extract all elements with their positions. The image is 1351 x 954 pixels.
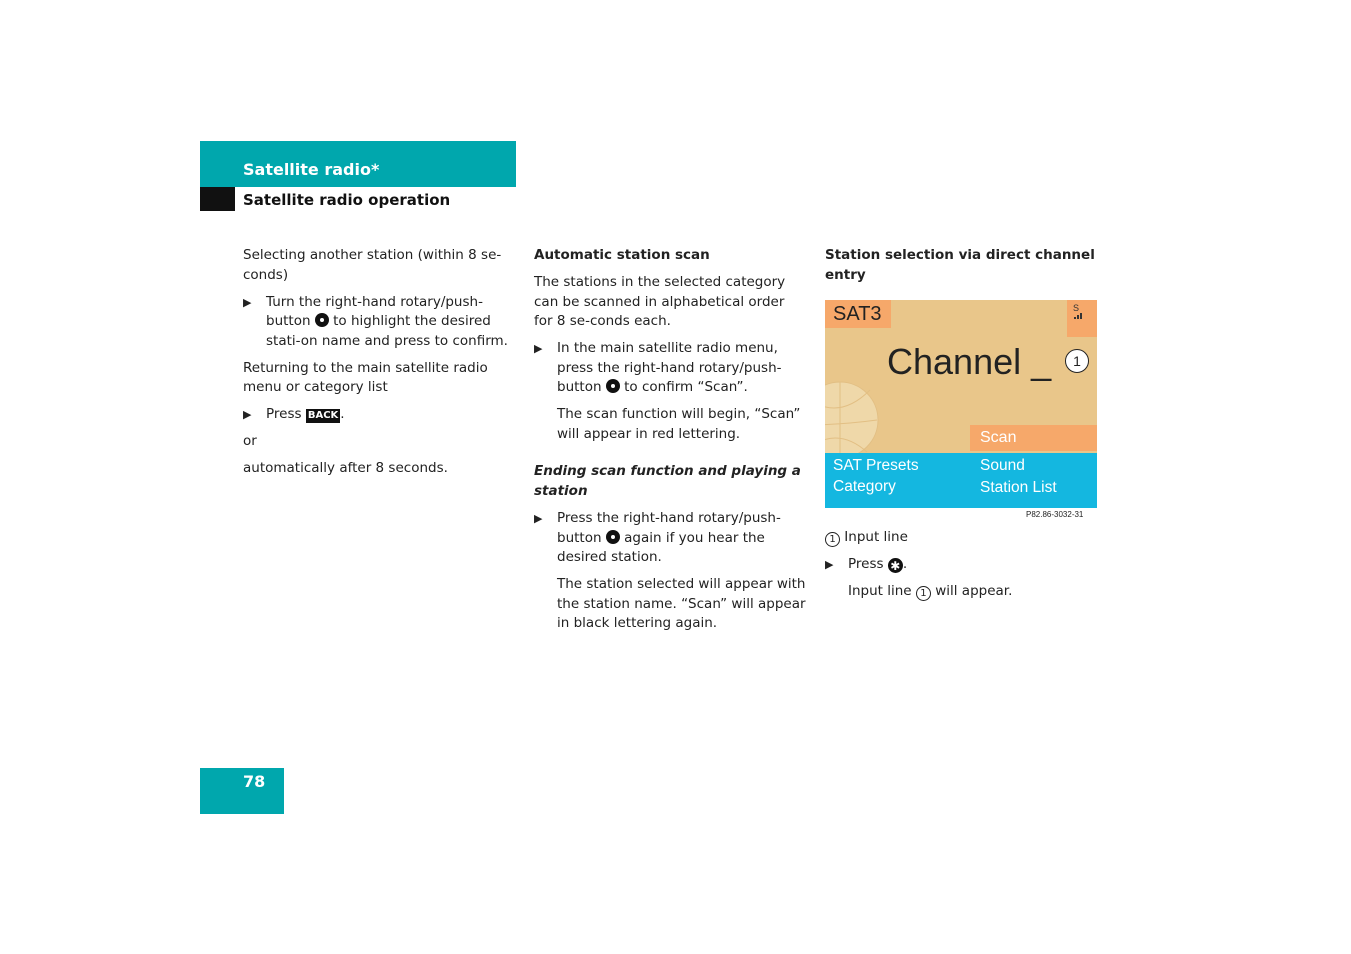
bullet-arrow-icon: ▶ (534, 342, 543, 355)
bullet-arrow-icon: ▶ (825, 558, 834, 571)
column-2 (534, 246, 806, 641)
paragraph: Selecting another station (within 8 se-conds) (243, 247, 502, 283)
signal-label: S (1072, 303, 1079, 313)
bullet-arrow-icon: ▶ (534, 512, 543, 525)
paragraph: The stations in the selected category can be scanned in alphabetical order for 8 se-conds each. (534, 274, 786, 329)
scan-label: Scan (970, 425, 1097, 451)
heading: Station selection via direct channel entry (825, 247, 1095, 283)
paragraph: Returning to the main satellite radio menu or category list (243, 359, 488, 395)
instruction-step: ▶ In the main satellite radio menu, press the right-hand rotary/push-button to confirm “Scan”. (534, 340, 782, 395)
result-note: The station selected will appear with the station name. “Scan” will appear in black lettering again. (557, 576, 806, 631)
star-key-icon: ✱ (888, 558, 903, 573)
satellite-dish-icon (825, 380, 895, 460)
band-label: SAT3 (825, 300, 891, 328)
instruction-step: ▶ Press ✱ . (825, 556, 908, 573)
signal-box (1067, 300, 1097, 337)
signal-strength-icon (1074, 313, 1082, 319)
page-number: 78 (243, 772, 266, 791)
result-note: The scan function will begin, “Scan” will appear in red lettering. (557, 406, 801, 442)
photo-code: P82.86-3032-31 (1026, 510, 1084, 519)
heading: Ending scan function and playing a station (534, 463, 801, 499)
legend-item: 1 Input line (825, 528, 1099, 548)
back-key-icon: BACK (307, 410, 339, 421)
callout-marker: 1 (1065, 349, 1089, 373)
bullet-arrow-icon: ▶ (243, 295, 252, 309)
callout-number-icon: 1 (825, 532, 840, 547)
rotary-button-icon (606, 530, 620, 544)
result-note: Input line 1 will appear. (848, 583, 1013, 599)
instruction-step: ▶ Turn the right-hand rotary/push-button to highlight the desired stati-on name and press to confirm. (243, 293, 508, 349)
menu-item-sat-presets: SAT Presets (833, 457, 919, 474)
section-title: Satellite radio* (243, 160, 380, 179)
column-3-notes (825, 528, 1099, 609)
column-1 (243, 246, 519, 486)
rotary-button-icon (606, 379, 620, 393)
channel-input-line: Channel _ (887, 341, 1052, 382)
display-menu-bar (825, 453, 1097, 508)
radio-display-image (825, 300, 1097, 508)
instruction-step: ▶ Press the right-hand rotary/push-button again if you hear the desired station. (534, 510, 781, 565)
paragraph: automatically after 8 seconds. (243, 460, 448, 476)
paragraph: or (243, 433, 257, 449)
instruction-step: ▶ Press BACK . (243, 405, 519, 425)
page-number-box (200, 768, 284, 814)
menu-item-station-list: Station List (980, 479, 1057, 496)
column-3 (825, 246, 1099, 293)
section-subtitle: Satellite radio operation (243, 191, 451, 209)
rotary-button-icon (315, 313, 329, 327)
bullet-arrow-icon: ▶ (243, 408, 252, 421)
heading: Automatic station scan (534, 247, 710, 263)
callout-number-icon: 1 (916, 586, 931, 601)
header-marker (200, 187, 235, 211)
menu-item-category: Category (833, 478, 896, 495)
menu-item-sound: Sound (980, 457, 1025, 474)
